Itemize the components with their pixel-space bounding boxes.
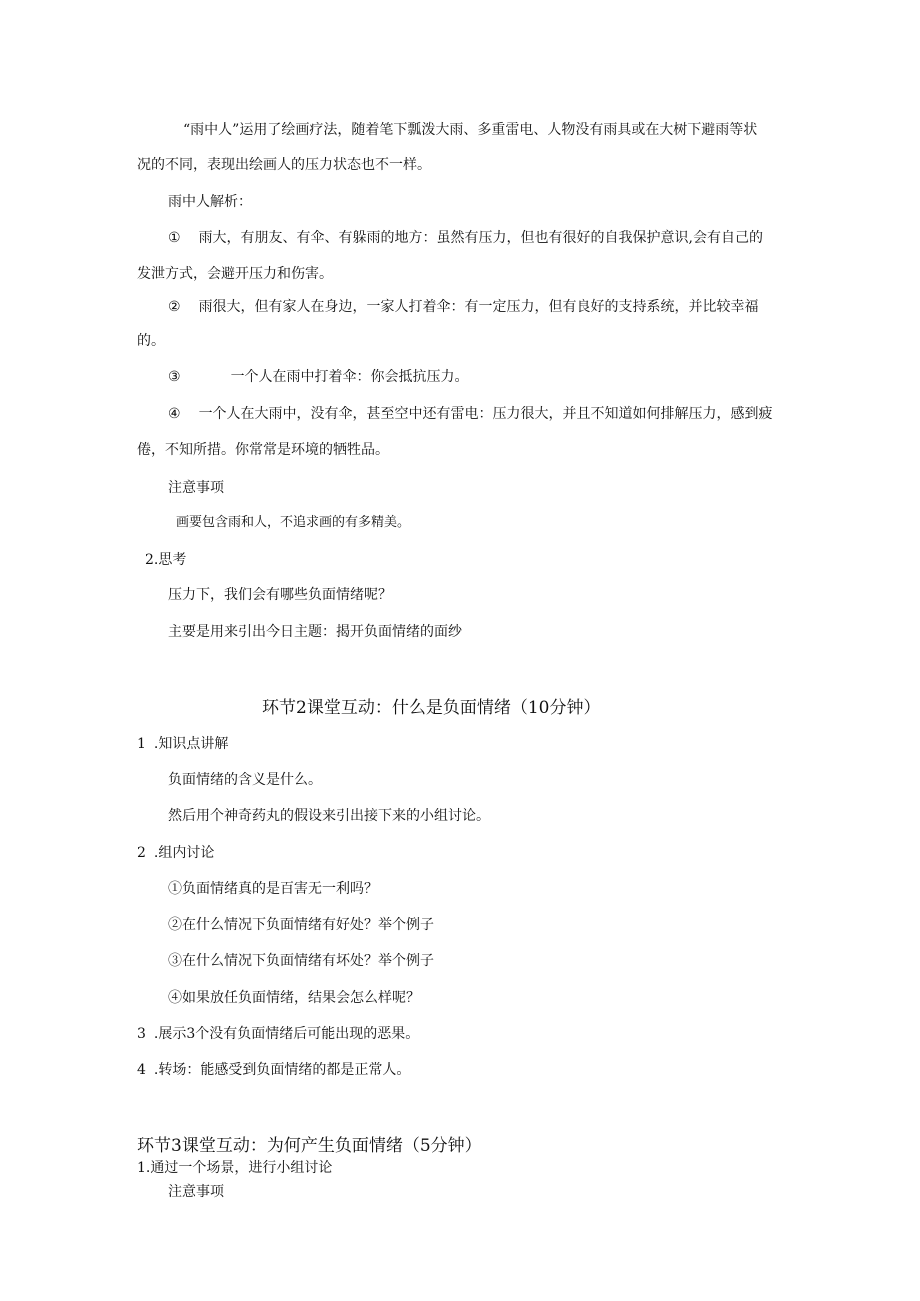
analysis-item-4-cont: 倦，不知所措。你常常是环境的牺牲品。 (137, 442, 389, 458)
discussion-question-1: ①负面情绪真的是百害无一利吗？ (168, 881, 378, 897)
section-3-item-1: 1.通过一个场景，进行小组讨论 (137, 1160, 333, 1176)
notes-title: 注意事项 (168, 480, 224, 496)
item-number: 2 (137, 845, 146, 861)
analysis-item-4 (168, 404, 773, 424)
item-text: 雨很大，但有家人在身边，一家人打着伞：有一定压力，但有良好的支持系统，并比较幸福 (198, 299, 759, 315)
section-2-item-4 (137, 1060, 410, 1080)
item-label: .组内讨论 (153, 845, 215, 861)
analysis-item-1-cont: 发泄方式，会避开压力和伤害。 (137, 266, 333, 282)
item-label: .转场：能感受到负面情绪的都是正常人。 (153, 1062, 411, 1078)
section-2-item-2 (137, 843, 214, 863)
item-text: 一个人在大雨中，没有伞，甚至空中还有雷电：压力很大，并且不知道如何排解压力，感到疲 (198, 406, 773, 422)
item-number: 4 (137, 1062, 146, 1078)
item-marker: ② (168, 299, 181, 315)
section-2-item-1-sub-1: 负面情绪的含义是什么。 (168, 772, 322, 788)
analysis-title: 雨中人解析： (168, 194, 252, 210)
section-2-item-1-sub-2: 然后用个神奇药丸的假设来引出接下来的小组讨论。 (168, 808, 490, 824)
section-3-notes-title: 注意事项 (168, 1184, 224, 1200)
section-2-item-1 (137, 734, 228, 754)
item-marker: ① (168, 230, 181, 246)
thinking-question: 压力下，我们会有哪些负面情绪呢？ (168, 587, 392, 603)
analysis-item-2 (168, 297, 759, 317)
section-2-item-3 (137, 1024, 419, 1044)
item-text: 一个人在雨中打着伞：你会抵抗压力。 (230, 369, 469, 385)
discussion-question-3: ③在什么情况下负面情绪有坏处？举个例子 (168, 953, 434, 969)
thinking-purpose: 主要是用来引出今日主题：揭开负面情绪的面纱 (168, 624, 462, 640)
item-number: 1 (137, 736, 146, 752)
item-marker: ④ (168, 406, 181, 422)
item-text: 雨大，有朋友、有伞、有躲雨的地方：虽然有压力，但也有很好的自我保护意识,会有自己的 (198, 230, 764, 246)
analysis-item-2-cont: 的。 (137, 333, 165, 349)
analysis-item-3 (168, 367, 469, 387)
item-marker: ③ (168, 369, 181, 385)
discussion-question-4: ④如果放任负面情绪，结果会怎么样呢？ (168, 990, 420, 1006)
item-label: .知识点讲解 (153, 736, 229, 752)
intro-paragraph-line-2: 况的不同，表现出绘画人的压力状态也不一样。 (137, 157, 431, 173)
analysis-item-1 (168, 228, 763, 248)
item-label: .展示3个没有负面情绪后可能出现的恶果。 (153, 1026, 420, 1042)
notes-text: 画要包含雨和人，不追求画的有多精美。 (176, 515, 411, 530)
item-number: 3 (137, 1026, 146, 1042)
discussion-question-2: ②在什么情况下负面情绪有好处？举个例子 (168, 917, 434, 933)
section-3-heading: 环节3课堂互动：为何产生负面情绪（5分钟） (137, 1136, 482, 1156)
section-2-heading: 环节2课堂互动：什么是负面情绪（10分钟） (262, 698, 601, 718)
intro-paragraph-line-1: “雨中人”运用了绘画疗法，随着笔下瓢泼大雨、多重雷电、人物没有雨具或在大树下避雨等状 (183, 122, 758, 138)
thinking-title: 2.思考 (145, 552, 187, 568)
